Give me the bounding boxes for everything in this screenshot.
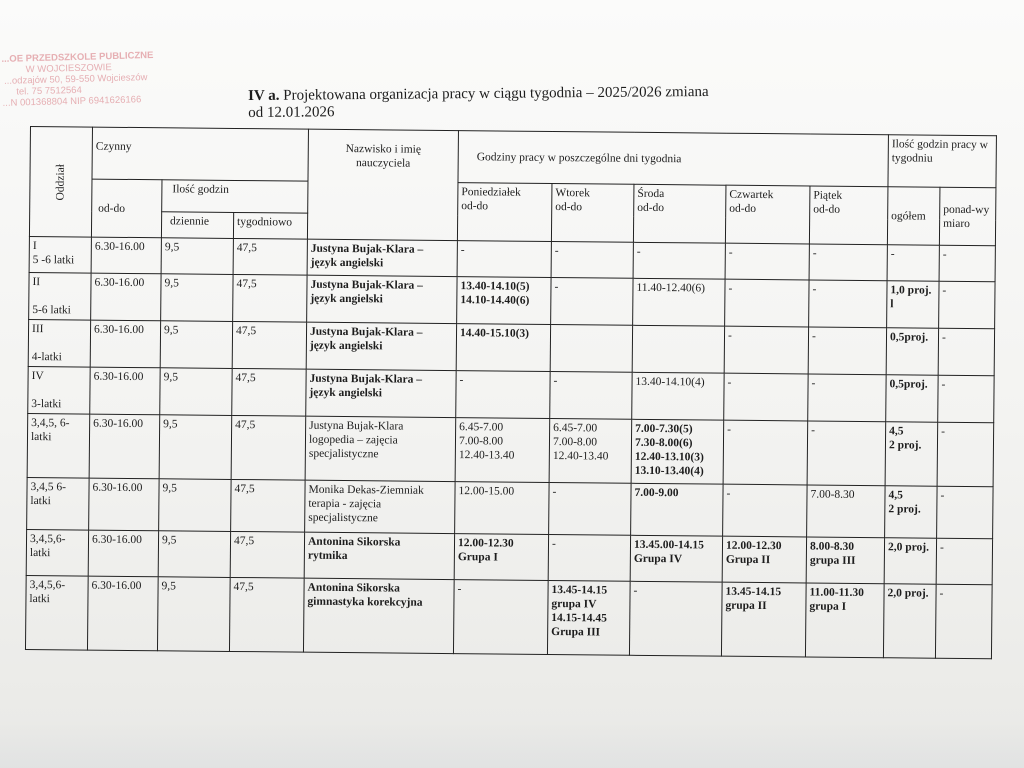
cell-line: II [32,276,41,289]
table-row [25,575,992,658]
cell-nauczyciel [306,322,456,370]
cell-oddzial [28,366,90,414]
cell-line: grupa III [809,554,856,567]
cell-nauczyciel [303,578,454,653]
header-ilosc-godzin: Ilość godzin [162,180,308,213]
page-heading [248,84,709,122]
cell-poniedzialek [455,418,550,483]
cell-sroda [633,242,725,279]
cell-dziennie: 9,5 [160,321,232,369]
cell-line: 14.10-14.40(6) [460,294,530,307]
cell-line: - [552,486,557,499]
header-czwartek: Czwartek od-do [725,185,810,244]
cell-nauczyciel [305,480,455,533]
cell-line: latki [29,547,51,560]
cell-dziennie: 9,5 [159,479,231,532]
header-wtorek: Wtorek od-do [551,184,634,243]
cell-dziennie: 9,5 [160,368,232,416]
cell-nauczyciel [307,275,457,323]
cell-czwartek [723,484,807,537]
cell-line: 6.45-7.00 [459,421,504,434]
cell-line: 2,0 proj. [887,541,930,554]
schedule-table-wrapper [25,126,997,659]
cell-ponadwymiarowe: - [935,584,992,659]
header-poniedzialek: Poniedziałek od-do [457,183,552,242]
cell-line [636,328,721,343]
header-ponadwymiarowe: ponad-wymiaro [939,187,996,246]
cell-line: 2 proj. [888,439,922,452]
cell-oddzial [27,477,89,530]
cell-line: 14.15-14.45 [551,612,607,625]
header-ilosc-godzin-tydzien: Ilość godzin pracy w tygodniu [888,135,996,188]
cell-line: 2,0 proj. [887,587,929,600]
cell-line: grupa I [809,600,847,613]
section-title: Projektowana organizacja pracy w ciągu tygodnia – 2025/2026 zmiana [283,83,709,104]
cell-sroda [630,535,722,582]
cell-nauczyciel [306,369,456,417]
cell-line: l [890,298,894,311]
cell-ponadwymiarowe: - [937,486,993,539]
cell-oddzial [29,236,91,273]
page-bottom-shadow [0,720,1024,768]
cell-tygodniowo: 47,5 [232,368,306,416]
header-godziny-pracy: Godziny pracy w poszczególne dni tygodnia [458,131,888,187]
cell-line: - [728,246,733,259]
cell-nauczyciel [304,532,454,579]
cell-line: 11.40-12.40(6) [636,281,706,295]
header-oddzial: Oddział [29,127,92,238]
cell-line: gimnastyka korekcyjna [307,595,423,609]
cell-sroda [629,581,722,656]
cell-line: - [890,248,895,261]
cell-dziennie: 9,5 [161,238,233,275]
cell-sroda [631,483,723,536]
cell-line: - [551,538,556,551]
cell-czynny: 6.30-16.00 [91,237,161,274]
cell-tygodniowo: 47,5 [231,479,305,532]
cell-ponadwymiarowe: - [938,328,994,376]
cell-line: język angielski [310,292,383,306]
cell-line: 13.45.00-14.15 [633,538,705,552]
stamp-line: W WOJCIESZOWIE [25,62,112,76]
cell-line: - [553,375,558,388]
cell-piatek [808,374,886,422]
cell-ogolem [887,281,939,328]
cell-dziennie: 9,5 [161,274,233,322]
cell-wtorek [549,419,632,484]
cell-piatek [808,327,886,375]
cell-piatek [809,244,887,281]
cell-piatek [806,537,884,584]
cell-oddzial [26,529,88,576]
cell-line: latki [29,593,50,606]
cell-czynny: 6.30-16.00 [88,530,158,577]
cell-line [32,336,87,351]
section-number: IV a. [248,87,280,104]
cell-line: 14.40-15.10(3) [459,327,530,340]
cell-ponadwymiarowe: - [939,281,995,329]
cell-line: - [728,282,733,295]
cell-poniedzialek [456,371,550,419]
cell-line: język angielski [310,256,384,270]
cell-oddzial [28,319,90,367]
school-stamp [0,49,154,109]
cell-line: 5-6 latki [32,304,71,317]
cell-ogolem [887,245,939,281]
cell-poniedzialek [454,534,548,581]
cell-line: 12.40-13.10(3) [634,450,704,464]
cell-ogolem [884,538,936,584]
cell-sroda [632,372,724,420]
cell-czynny: 6.30-16.00 [89,478,159,531]
cell-tygodniowo: 47,5 [230,531,304,578]
schedule-table [25,126,997,659]
cell-line: III [31,323,44,336]
cell-line: 13.40-14.10(4) [635,375,705,389]
cell-line: 13.45-14.15 [725,585,782,599]
table-row [27,477,993,538]
cell-dziennie: 9,5 [158,531,230,578]
cell-ogolem [885,422,938,486]
cell-line: język angielski [309,386,383,400]
cell-ponadwymiarowe: - [939,245,995,282]
cell-line: 7.00-8.00 [458,435,504,448]
stamp-line: ...OE PRZEDSZKOLE PUBLICZNE [1,49,154,65]
cell-wtorek [551,278,633,326]
cell-czwartek [724,326,808,374]
cell-line: 12.40-13.40 [458,449,515,462]
cell-poniedzialek [456,324,550,372]
header-ogolem: ogółem [887,187,940,245]
cell-line: - [554,245,559,258]
cell-line: 3,4,5 6- [30,481,67,494]
cell-line: 6.45-7.00 [553,422,598,435]
cell-tygodniowo: 47,5 [231,415,306,480]
cell-line: - [460,244,465,257]
cell-wtorek [547,580,630,655]
cell-line: logopedia – zajęcia [308,433,398,447]
cell-czwartek [721,582,806,657]
cell-wtorek [549,482,631,535]
cell-line: I [32,240,37,253]
cell-poniedzialek [457,277,551,325]
cell-tygodniowo: 47,5 [232,321,306,369]
cell-oddzial [29,272,91,320]
cell-line: - [812,283,817,296]
cell-line: Justyna Bujak-Klara – [309,325,423,339]
cell-line: 7.30-8.00(6) [634,436,693,450]
cell-poniedzialek [457,241,551,278]
cell-oddzial [25,575,88,650]
cell-poniedzialek [453,580,548,655]
cell-line: Justyna Bujak-Klara – [310,242,424,256]
cell-line: 13.40-14.10(5) [460,280,530,293]
cell-ponadwymiarowe: - [938,375,994,423]
cell-line: Antonina Sikorska [307,581,400,595]
cell-line: - [459,374,464,387]
table-row [27,413,994,486]
cell-tygodniowo: 47,5 [229,577,304,652]
cell-line [31,383,86,398]
cell-wtorek [551,242,633,279]
section-title-date: od 12.01.2026 [248,104,335,121]
cell-line: specjalistyczne [308,447,379,461]
cell-czynny: 6.30-16.00 [87,576,158,651]
cell-tygodniowo: 47,5 [233,238,307,275]
cell-line: - [811,424,816,437]
cell-tygodniowo: 47,5 [233,274,307,322]
cell-line: - [636,245,641,258]
cell-czynny: 6.30-16.00 [89,414,160,479]
cell-line: Justyna Bujak-Klara – [310,278,424,292]
cell-ogolem [886,328,938,375]
cell-wtorek [550,372,632,420]
cell-line: Justyna Bujak-Klara – [309,372,423,386]
cell-czwartek [725,243,809,280]
cell-piatek [807,421,886,486]
cell-line: - [727,376,732,389]
cell-line: 7.00-7.30(5) [635,422,693,436]
stamp-line: tel. 75 7512564 [16,84,82,98]
cell-wtorek [548,534,630,581]
cell-oddzial [27,413,90,478]
cell-line: 7.00-8.00 [552,436,598,449]
cell-line: Grupa III [551,626,601,639]
cell-line: 4-latki [31,351,62,364]
cell-line: 8.00-8.30 [809,540,855,553]
cell-line: - [726,487,731,500]
cell-line: latki [30,495,51,508]
cell-line: Grupa IV [633,552,683,566]
cell-wtorek [550,325,632,373]
cell-czynny: 6.30-16.00 [90,320,160,368]
cell-line: 4,5 [889,425,904,438]
cell-line: język angielski [309,339,383,353]
cell-line: 3,4,5,6- [29,579,66,592]
cell-czwartek [725,279,809,327]
cell-line: 3-latki [31,398,62,411]
cell-line: Antonina Sikorska [307,535,401,549]
cell-line: 1,0 proj. [890,284,932,297]
cell-line: Justyna Bujak-Klara [309,419,404,433]
cell-line: - [727,329,732,342]
cell-line: 13.10-13.40(4) [634,464,704,478]
header-tygodniowo: tygodniowo [233,212,307,239]
cell-line: - [812,247,817,260]
cell-line: - [727,423,732,436]
cell-line: 12.40-13.40 [552,450,609,463]
header-sroda: Środa od-do [633,184,726,243]
cell-czynny: 6.30-16.00 [90,367,160,415]
cell-sroda [632,325,724,373]
cell-line: 5 -6 latki [32,254,75,267]
cell-ponadwymiarowe: - [936,538,992,585]
cell-line: 7.00-8.30 [810,488,855,501]
cell-line: 12.00-12.30 [457,537,514,550]
cell-piatek [809,280,887,328]
cell-line: grupa IV [551,598,597,611]
cell-nauczyciel [307,239,457,276]
cell-ogolem [885,486,937,538]
cell-line: Monika Dekas-Ziemniak [308,483,424,497]
cell-line: Grupa I [457,551,498,564]
cell-line: 12.00-15.00 [458,485,515,498]
cell-line: 13.45-14.15 [551,584,608,597]
cell-line: rytmika [307,549,348,563]
header-czynny: Czynny [92,127,308,181]
cell-ogolem [886,375,938,422]
cell-piatek [805,583,884,658]
cell-dziennie: 9,5 [157,577,230,652]
cell-line: - [457,583,462,596]
cell-ponadwymiarowe: - [937,422,994,487]
cell-line: 3,4,5, 6- [31,417,70,430]
cell-ogolem [883,584,936,658]
cell-line: - [811,330,816,343]
cell-line: 2 proj. [888,503,921,516]
cell-piatek [807,485,885,538]
cell-dziennie: 9,5 [159,415,232,480]
cell-line: 11.00-11.30 [809,586,864,600]
header-dziennie: dziennie [161,212,233,239]
cell-czwartek [724,373,808,421]
cell-line: terapia - zajęcia [308,497,382,511]
cell-line: - [554,281,559,294]
cell-line: 4,5 [888,489,903,502]
cell-line: Grupa II [725,553,771,567]
header-piatek: Piątek od-do [809,186,888,245]
cell-sroda [633,278,725,326]
cell-sroda [631,419,724,484]
header-od-do: od-do [91,179,162,238]
cell-poniedzialek [455,482,549,535]
cell-line: specjalistyczne [308,511,378,525]
header-nauczyciel: Nazwisko i imię nauczyciela [307,129,458,240]
cell-czwartek [722,536,806,583]
cell-line [32,289,87,304]
stamp-line: ...N 001368804 NIP 6941626166 [2,94,142,109]
cell-line [554,327,629,342]
stamp-line: ...odzajów 50, 59-550 Wojcieszów [3,72,148,87]
cell-line: 12.00-12.30 [725,539,782,553]
cell-czynny: 6.30-16.00 [91,273,161,321]
cell-line: latki [30,431,52,444]
cell-czwartek [723,420,808,485]
cell-line: 0,5proj. [889,378,928,391]
cell-line: 0,5proj. [889,331,929,344]
cell-nauczyciel [305,416,456,481]
cell-line: - [811,377,816,390]
cell-line: IV [31,370,44,383]
cell-line: grupa II [725,599,767,613]
cell-line: - [633,584,638,597]
cell-line: 3,4,5,6- [29,533,66,546]
cell-line: 7.00-9.00 [634,486,679,500]
